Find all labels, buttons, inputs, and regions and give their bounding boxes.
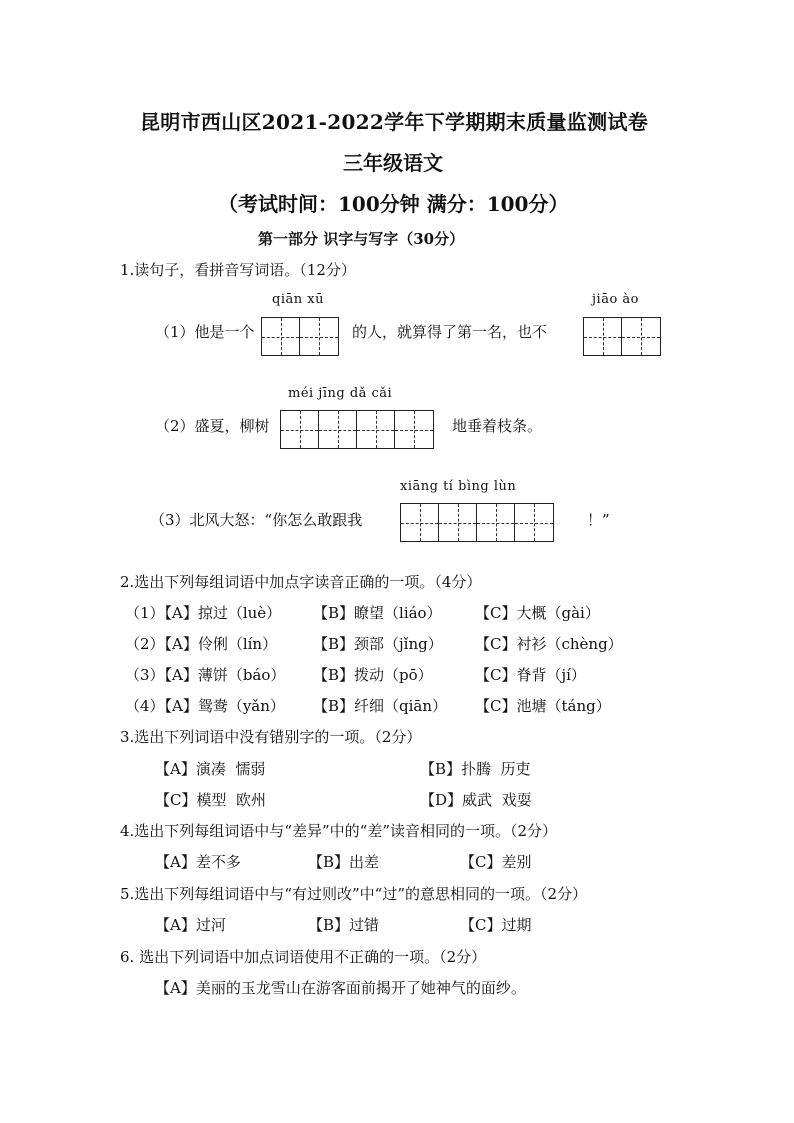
answer-grid-1b[interactable] — [583, 317, 661, 356]
exam-info: （考试时间：100分钟 满分：100分） — [218, 192, 569, 216]
q4-option-c[interactable]: 【C】差别 — [460, 853, 532, 871]
answer-grid-1a[interactable] — [261, 317, 339, 356]
q4-option-a[interactable]: 【A】差不多 — [155, 853, 241, 871]
sentence-1-prefix: （1）他是一个 — [155, 323, 255, 341]
writing-cell[interactable] — [319, 411, 357, 448]
q2-option-a[interactable]: 【A】鸳鸯（yǎn） — [157, 697, 285, 715]
answer-grid-2[interactable] — [280, 410, 434, 449]
q2-option-a[interactable]: 【A】伶俐（lín） — [157, 635, 278, 653]
q5-option-a[interactable]: 【A】过河 — [155, 916, 226, 934]
q2-row-num: （2） — [125, 635, 165, 653]
q2-row-num: （3） — [125, 666, 165, 684]
pinyin-jiaoao: jiāo ào — [592, 292, 639, 307]
writing-cell[interactable] — [439, 504, 477, 541]
writing-cell[interactable] — [401, 504, 439, 541]
q2-option-b[interactable]: 【B】纤细（qiān） — [313, 697, 448, 715]
question-2-stem: 2.选出下列每组词语中加点字读音正确的一项。（4分） — [120, 573, 482, 591]
question-4-stem: 4.选出下列每组词语中与“差异”中的“差”读音相同的一项。（2分） — [120, 822, 558, 840]
q2-row-num: （4） — [125, 697, 165, 715]
q2-option-a[interactable]: 【A】薄饼（báo） — [157, 666, 286, 684]
q4-option-b[interactable]: 【B】出差 — [308, 853, 380, 871]
q2-option-c[interactable]: 【C】脊背（jí） — [475, 666, 586, 684]
q3-option-a[interactable]: 【A】演凑 懦弱 — [155, 760, 266, 778]
sentence-1-middle: 的人，就算得了第一名，也不 — [352, 323, 548, 341]
q5-option-c[interactable]: 【C】过期 — [460, 916, 532, 934]
pinyin-meijingdacai: méi jīng dǎ cǎi — [288, 386, 393, 401]
question-5-stem: 5.选出下列每组词语中与“有过则改”中“过”的意思相同的一项。（2分） — [120, 885, 588, 903]
q2-option-c[interactable]: 【C】池塘（táng） — [475, 697, 611, 715]
question-6-stem: 6. 选出下列词语中加点词语使用不正确的一项。（2分） — [120, 948, 487, 966]
writing-cell[interactable] — [515, 504, 553, 541]
q2-row-num: （1） — [125, 604, 165, 622]
sentence-3-prefix: （3）北风大怒：“你怎么敢跟我 — [150, 511, 363, 529]
writing-cell[interactable] — [300, 318, 338, 355]
q2-option-a[interactable]: 【A】掠过（luè） — [157, 604, 282, 622]
writing-cell[interactable] — [477, 504, 515, 541]
q2-option-c[interactable]: 【C】大概（gài） — [475, 604, 600, 622]
sentence-2-prefix: （2）盛夏，柳树 — [155, 417, 270, 435]
sentence-2-suffix: 地垂着枝条。 — [452, 417, 543, 435]
writing-cell[interactable] — [584, 318, 622, 355]
q6-option-a[interactable]: 【A】美丽的玉龙雪山在游客面前揭开了她神气的面纱。 — [155, 979, 526, 997]
q2-option-c[interactable]: 【C】衬衫（chèng） — [475, 635, 623, 653]
pinyin-qianxu: qiān xū — [272, 292, 324, 307]
writing-cell[interactable] — [395, 411, 433, 448]
q5-option-b[interactable]: 【B】过错 — [308, 916, 380, 934]
q3-option-d[interactable]: 【D】威武 戏耍 — [420, 791, 532, 809]
exam-title: 昆明市西山区2021-2022学年下学期期末质量监测试卷 — [140, 110, 649, 134]
subject-title: 三年级语文 — [343, 151, 443, 175]
writing-cell[interactable] — [357, 411, 395, 448]
question-3-stem: 3.选出下列词语中没有错别字的一项。（2分） — [120, 728, 422, 746]
writing-cell[interactable] — [281, 411, 319, 448]
section-heading: 第一部分 识字与写字（30分） — [258, 230, 465, 248]
writing-cell[interactable] — [622, 318, 660, 355]
pinyin-xiangtibinglun: xiāng tí bìng lùn — [400, 479, 517, 494]
question-1-stem: 1.读句子，看拼音写词语。（12分） — [120, 261, 356, 279]
writing-cell[interactable] — [262, 318, 300, 355]
q3-option-b[interactable]: 【B】扑腾 历吏 — [420, 760, 531, 778]
answer-grid-3[interactable] — [400, 503, 554, 542]
q3-option-c[interactable]: 【C】模型 欧州 — [155, 791, 267, 809]
q2-option-b[interactable]: 【B】颈部（jǐng） — [313, 635, 443, 653]
sentence-3-suffix: ！” — [587, 511, 610, 529]
q2-option-b[interactable]: 【B】瞭望（liáo） — [313, 604, 442, 622]
q2-option-b[interactable]: 【B】拨动（pō） — [313, 666, 433, 684]
